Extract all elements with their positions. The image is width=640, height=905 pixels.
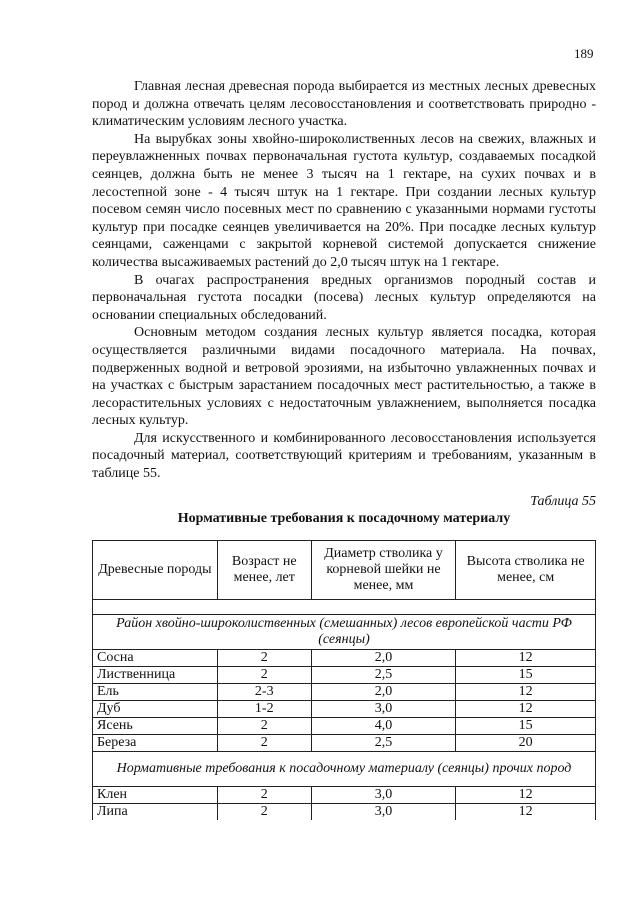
table-section-row <box>93 752 596 787</box>
table-caption: Таблица 55 <box>530 494 596 509</box>
table-row <box>93 718 596 735</box>
species-cell: Ясень <box>93 718 218 735</box>
diameter-cell: 2,0 <box>311 650 456 667</box>
diameter-cell: 2,5 <box>311 667 456 684</box>
age-cell: 2 <box>217 787 311 804</box>
section-title: Район хвойно-широколиственных (смешанных) лесов европейской части РФ (сеянцы) <box>93 615 596 650</box>
paragraph: Основным методом создания лесных культур является посадка, которая осуществляется различными видами посадочного материала. На почвах, подверженных водной и ветровой эрозиями, на избыточно увлажненных почвах и на участках с быстрым зарастанием посадочных мест растительностью, а также в лесорастительных условиях с недостаточным увлажнением, выполняется посадка лесных культур. <box>92 325 596 429</box>
age-cell: 2-3 <box>217 684 311 701</box>
height-cell: 12 <box>456 787 596 804</box>
height-cell: 15 <box>456 718 596 735</box>
age-cell: 2 <box>217 735 311 752</box>
diameter-cell: 3,0 <box>311 804 456 821</box>
age-cell: 2 <box>217 718 311 735</box>
table-section-row <box>93 615 596 650</box>
header-species: Древесные породы <box>93 541 218 600</box>
header-diameter: Диаметр стволика у корневой шейки не менее, мм <box>311 541 456 600</box>
table-row <box>93 684 596 701</box>
paragraph: Для искусственного и комбинированного лесовосстановления используется посадочный материал, соответствующий критериям и требованиям, указанным в таблице 55. <box>92 430 596 482</box>
table-row <box>93 650 596 667</box>
age-cell: 1-2 <box>217 701 311 718</box>
body-text <box>92 78 596 483</box>
page-number: 189 <box>574 46 594 61</box>
height-cell: 12 <box>456 684 596 701</box>
paragraph: Главная лесная древесная порода выбирается из местных лесных древесных пород и должна отвечать целям лесовосстановления и соответствовать природно - климатическим условиям лесного участка. <box>92 79 596 130</box>
height-cell: 12 <box>456 650 596 667</box>
age-cell: 2 <box>217 650 311 667</box>
height-cell: 12 <box>456 804 596 821</box>
planting-material-table <box>92 540 596 820</box>
species-cell: Лиственница <box>93 667 218 684</box>
species-cell: Ель <box>93 684 218 701</box>
table-row <box>93 701 596 718</box>
section-title: Нормативные требования к посадочному материалу (сеянцы) прочих пород <box>93 752 596 787</box>
paragraph: На вырубках зоны хвойно-широколиственных лесов на свежих, влажных и переувлажненных почвах первоначальная густота культур, создаваемых посадкой сеянцев, должна быть не менее 3 тысяч на 1 гектаре, на сухих почвах и в лесостепной зоне - 4 тысяч штук на 1 гектаре. При создании лесных культур посевом семян число посевных мест по сравнению с указанными нормами густоты культур при посадке сеянцев увеличивается на 20%. При посадке лесных культур сеянцами, саженцами с закрытой корневой системой допускается снижение количества высаживаемых растений до 2,0 тысяч штук на 1 гектаре. <box>92 131 596 270</box>
table-title: Нормативные требования к посадочному материалу <box>177 511 511 526</box>
diameter-cell: 2,5 <box>311 735 456 752</box>
diameter-cell: 3,0 <box>311 787 456 804</box>
age-cell: 2 <box>217 667 311 684</box>
age-cell: 2 <box>217 804 311 821</box>
table-row <box>93 735 596 752</box>
paragraph: В очагах распространения вредных организмов породный состав и первоначальная густота посадки (посева) лесных культур определяются на основании специальных обследований. <box>92 272 596 323</box>
height-cell: 15 <box>456 667 596 684</box>
species-cell: Дуб <box>93 701 218 718</box>
table-row <box>93 667 596 684</box>
height-cell: 12 <box>456 701 596 718</box>
diameter-cell: 4,0 <box>311 718 456 735</box>
header-age: Возраст не менее, лет <box>217 541 311 600</box>
diameter-cell: 3,0 <box>311 701 456 718</box>
height-cell: 20 <box>456 735 596 752</box>
table-spacer-row <box>93 600 596 615</box>
species-cell: Береза <box>93 735 218 752</box>
table-header-row <box>93 541 596 600</box>
species-cell: Липа <box>93 804 218 821</box>
species-cell: Сосна <box>93 650 218 667</box>
diameter-cell: 2,0 <box>311 684 456 701</box>
header-height: Высота стволика не менее, см <box>456 541 596 600</box>
table-row <box>93 804 596 821</box>
species-cell: Клен <box>93 787 218 804</box>
table-row <box>93 787 596 804</box>
